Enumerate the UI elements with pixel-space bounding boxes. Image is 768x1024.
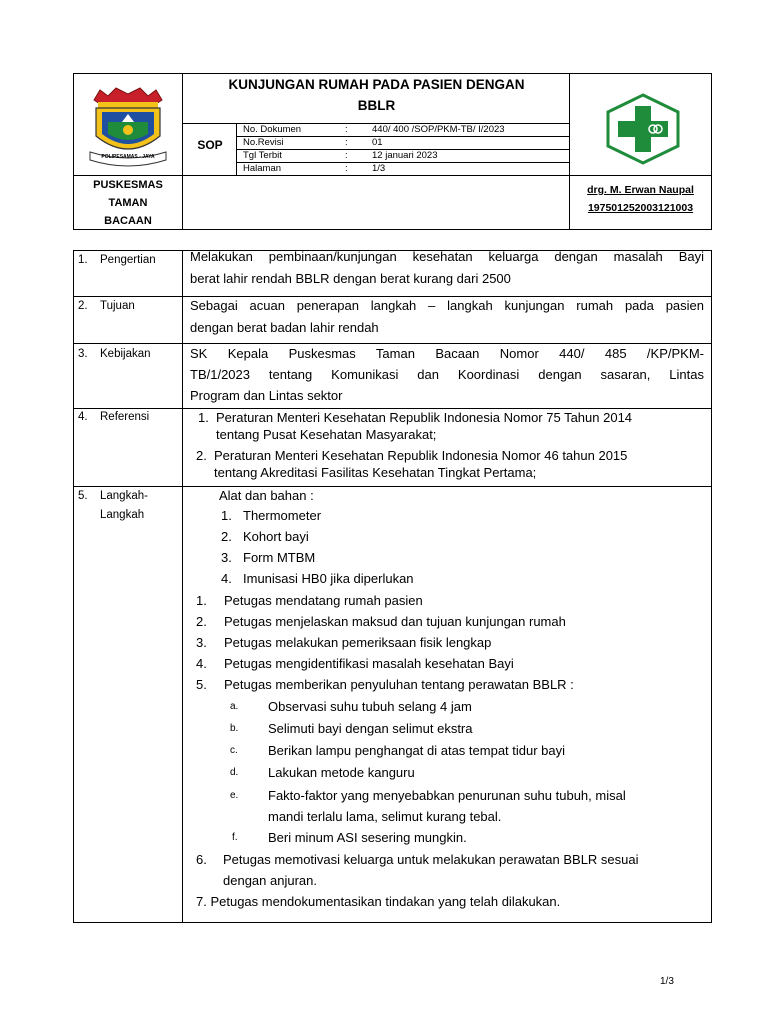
tujuan-line-1: Sebagai acuan penerapan langkah – langkah kunjungan rumah pada pasien: [190, 298, 704, 313]
step-item: Petugas memberikan penyuluhan tentang perawatan BBLR :: [224, 677, 574, 692]
sop-label: SOP: [197, 138, 223, 152]
step-item: Petugas mendatang rumah pasien: [224, 593, 423, 608]
sub-step-item: Berikan lampu penghangat di atas tempat tidur bayi: [268, 743, 566, 758]
step-number: 3.: [196, 635, 207, 650]
puskesmas-line-2: TAMAN: [108, 197, 148, 209]
meta-label: No.Revisi: [243, 137, 284, 148]
section-number: 2.: [78, 300, 88, 312]
meta-value: 12 januari 2023: [372, 150, 438, 161]
alat-item-number: 3.: [221, 550, 232, 565]
puskesmas-line-3: BACAAN: [104, 215, 152, 227]
step-number: 6.: [196, 852, 207, 867]
section-number: 1.: [78, 254, 88, 266]
ref-1-number: 1.: [198, 410, 209, 425]
sub-step-letter: e.: [230, 790, 239, 801]
sub-step-item: Fakto-faktor yang menyebabkan penurunan suhu tubuh, misal: [268, 788, 626, 803]
logo-banner-text: POLIPESAMAS - JAYA: [101, 154, 155, 160]
section-label-kebijakan: Kebijakan: [100, 348, 151, 360]
sub-step-item: Lakukan metode kanguru: [268, 765, 415, 780]
alat-item-number: 2.: [221, 529, 232, 544]
sub-step-letter: b.: [230, 723, 239, 734]
title-line-2: BBLR: [357, 98, 396, 113]
step-item: Petugas melakukan pemeriksaan fisik lengkap: [224, 635, 492, 650]
pengertian-line-1: Melakukan pembinaan/kunjungan kesehatan keluarga dengan masalah Bayi: [190, 249, 704, 264]
alat-item: Imunisasi HB0 jika diperlukan: [243, 571, 414, 586]
section-label-langkah-1: Langkah-: [100, 490, 148, 502]
ref-2-number: 2.: [196, 448, 207, 463]
meta-label: Halaman: [243, 163, 282, 174]
alat-item: Thermometer: [243, 508, 322, 523]
step-item: Petugas menjelaskan maksud dan tujuan kunjungan rumah: [224, 614, 566, 629]
kebijakan-line-1: SK Kepala Puskesmas Taman Bacaan Nomor 440/ 485 /KP/PKM-: [190, 346, 704, 361]
sub-step-item: Observasi suhu tubuh selang 4 jam: [268, 699, 472, 714]
step-number: 1.: [196, 593, 207, 608]
alat-item: Form MTBM: [243, 550, 316, 565]
section-label-referensi: Referensi: [100, 411, 150, 423]
alat-item-number: 1.: [221, 508, 232, 523]
signer-nip: 197501252003121003: [587, 202, 694, 214]
alat-item: Kohort bayi: [243, 529, 309, 544]
sub-step-letter: a.: [230, 701, 239, 712]
meta-sep: :: [345, 124, 348, 135]
ref-1-line-1: Peraturan Menteri Kesehatan Republik Indonesia Nomor 75 Tahun 2014: [216, 410, 633, 425]
section-number: 3.: [78, 348, 88, 360]
meta-label: No. Dokumen: [243, 124, 302, 135]
step-item: Petugas mengidentifikasi masalah kesehatan Bayi: [224, 656, 514, 671]
step-number: 5.: [196, 677, 207, 692]
step-number: 4.: [196, 656, 207, 671]
step-number: 2.: [196, 614, 207, 629]
document-title: [183, 74, 570, 116]
ref-2-line-1: Peraturan Menteri Kesehatan Republik Indonesia Nomor 46 tahun 2015: [214, 448, 628, 463]
section-label-tujuan: Tujuan: [100, 300, 135, 312]
meta-value: 01: [372, 137, 383, 148]
sub-step-item: Selimuti bayi dengan selimut ekstra: [268, 721, 473, 736]
sub-step-letter: d.: [230, 767, 239, 778]
kebijakan-line-3: Program dan Lintas sektor: [190, 388, 343, 403]
section-number: 4.: [78, 411, 88, 423]
step-6-line-1: Petugas memotivasi keluarga untuk melakukan perawatan BBLR sesuai: [223, 852, 639, 867]
alat-dan-bahan-title: Alat dan bahan :: [219, 488, 314, 503]
sub-step-item-continued: mandi terlalu lama, selimut kurang tebal.: [268, 809, 502, 824]
kebijakan-line-2: TB/1/2023 tentang Komunikasi dan Koordinasi dengan sasaran, Lintas: [190, 367, 704, 382]
sub-step-item: Beri minum ASI sesering mungkin.: [268, 830, 467, 845]
section-label-langkah-2: Langkah: [100, 509, 145, 521]
sub-step-letter: f.: [232, 832, 238, 843]
meta-value: 440/ 400 /SOP/PKM-TB/ I/2023: [372, 124, 505, 135]
signer-name: drg. M. Erwan Naupal: [587, 184, 694, 196]
step-7: 7. Petugas mendokumentasikan tindakan yang telah dilakukan.: [196, 894, 561, 909]
puskesmas-cross-logo: [604, 92, 682, 166]
meta-label: Tgl Terbit: [243, 150, 282, 161]
meta-sep: :: [345, 137, 348, 148]
ref-2-line-2: tentang Akreditasi Fasilitas Kesehatan Tingkat Pertama;: [214, 465, 537, 480]
meta-sep: :: [345, 150, 348, 161]
title-line-1: KUNJUNGAN RUMAH PADA PASIEN DENGAN: [228, 77, 525, 92]
page-number: 1/3: [660, 976, 674, 987]
section-number: 5.: [78, 490, 88, 502]
tujuan-line-2: dengan berat badan lahir rendah: [190, 320, 379, 335]
meta-sep: :: [345, 163, 348, 174]
puskesmas-name: [74, 176, 182, 230]
pengertian-line-2: berat lahir rendah BBLR dengan berat kurang dari 2500: [190, 271, 511, 286]
step-6-line-2: dengan anjuran.: [223, 873, 317, 888]
meta-value: 1/3: [372, 163, 386, 174]
puskesmas-line-1: PUSKESMAS: [93, 179, 163, 191]
ref-1-line-2: tentang Pusat Kesehatan Masyarakat;: [216, 427, 437, 442]
alat-item-number: 4.: [221, 571, 232, 586]
sub-step-letter: c.: [230, 745, 238, 756]
regional-emblem-logo: [86, 82, 170, 170]
section-label-pengertian: Pengertian: [100, 254, 156, 266]
